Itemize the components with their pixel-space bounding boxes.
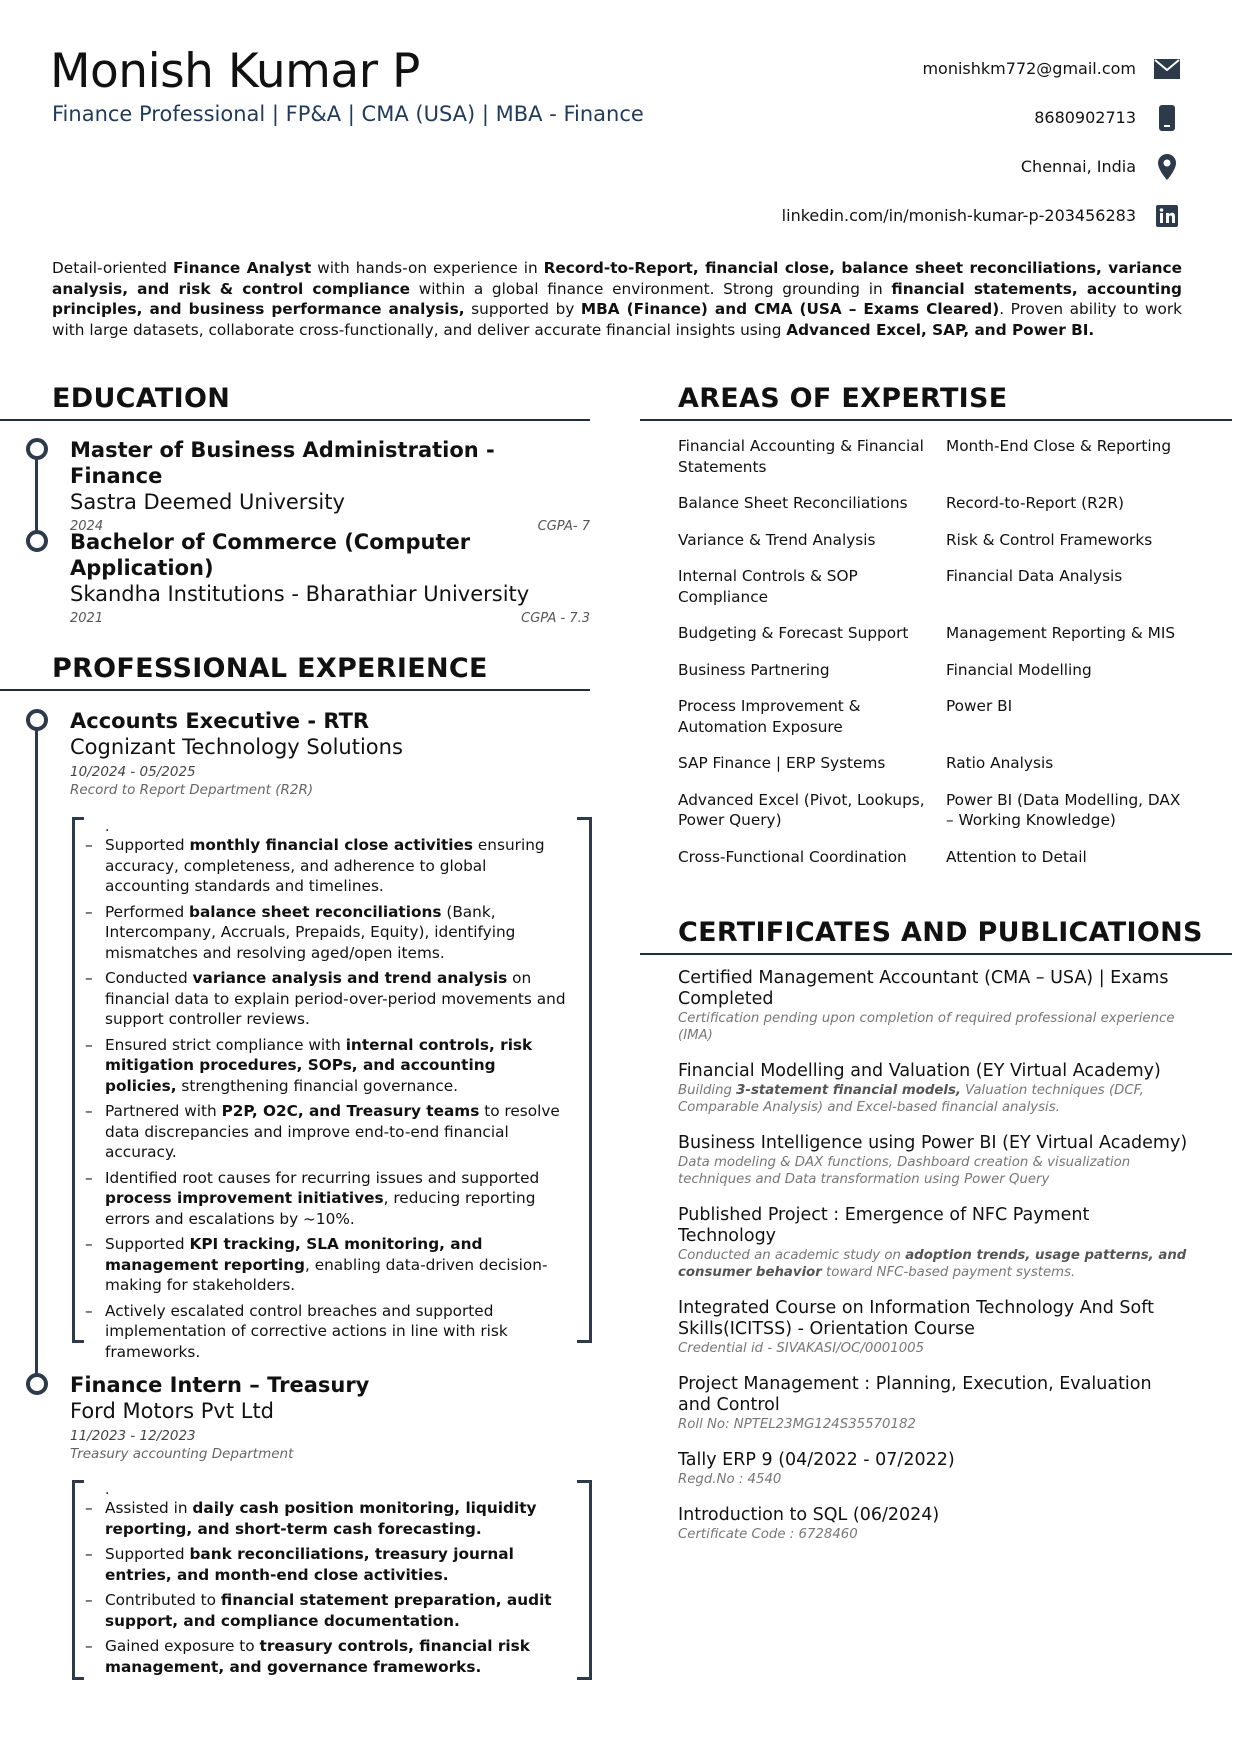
bullet-item bbox=[75, 1101, 589, 1163]
certificate-entry bbox=[678, 1061, 1188, 1116]
expertise-item: Month-End Close & Reporting bbox=[946, 437, 1172, 455]
bracket-cap bbox=[72, 1340, 84, 1343]
certificate-note bbox=[678, 1154, 1188, 1188]
company-name: Ford Motors Pvt Ltd bbox=[70, 1399, 275, 1423]
timeline-dot bbox=[26, 709, 48, 731]
bracket-cap bbox=[577, 1340, 589, 1343]
certificate-title: Introduction to SQL (06/2024) bbox=[678, 1505, 940, 1525]
plain-text: Supported bbox=[105, 1235, 190, 1253]
bullet-item bbox=[75, 1498, 589, 1539]
bullet-item bbox=[75, 1234, 589, 1296]
summary-highlight: MBA (Finance) and CMA (USA – Exams Cleared) bbox=[580, 300, 1000, 318]
summary-highlight: financial statements, accounting principles, and business performance analysis, bbox=[52, 279, 1182, 318]
certificates-list bbox=[678, 968, 1188, 1560]
plain-text: Contributed to bbox=[105, 1591, 221, 1609]
certificate-entry bbox=[678, 1374, 1188, 1433]
bullet-list bbox=[75, 1498, 589, 1677]
certificates-rule bbox=[640, 953, 1232, 955]
certificate-note bbox=[678, 1340, 1188, 1357]
bullet-dot: . bbox=[105, 819, 110, 835]
bullet-item bbox=[75, 1544, 589, 1585]
emphasis-text: KPI tracking, SLA monitoring, and management reporting bbox=[105, 1235, 483, 1274]
plain-text: on financial data to explain period-over-period movements and support controller reviews. bbox=[105, 969, 566, 1028]
contact-email[interactable] bbox=[620, 44, 1180, 93]
degree-title: Bachelor of Commerce (Computer Application) bbox=[70, 530, 471, 580]
summary-text: . Proven ability to work with large datasets, collaborate cross-functionally, and deliver accurate financial insights using bbox=[52, 300, 1183, 339]
certificate-title: Integrated Course on Information Technology And Soft Skills(ICITSS) - Orientation Course bbox=[678, 1298, 1154, 1339]
emphasis-text: variance analysis and trend analysis bbox=[192, 969, 508, 987]
education-entry bbox=[70, 529, 590, 626]
plain-text: Building bbox=[678, 1083, 737, 1098]
expertise-heading: AREAS OF EXPERTISE bbox=[678, 383, 1008, 414]
experience-rule bbox=[0, 689, 590, 691]
certificate-entry bbox=[678, 968, 1188, 1044]
emphasis-text: monthly financial close activities bbox=[189, 836, 474, 854]
bullet-item bbox=[75, 1590, 589, 1631]
plain-text: Supported bbox=[105, 1545, 190, 1563]
expertise-item: Ratio Analysis bbox=[946, 754, 1054, 772]
job-dates: 10/2024 - 05/2025 bbox=[70, 764, 196, 780]
bullet-list bbox=[75, 835, 589, 1362]
emphasis-text: treasury controls, financial risk management, and governance frameworks. bbox=[105, 1637, 530, 1676]
expertise-item: Balance Sheet Reconciliations bbox=[678, 494, 908, 512]
summary-text: supported by bbox=[464, 300, 581, 318]
bullet-item bbox=[75, 1035, 589, 1097]
bracket-cap bbox=[72, 1480, 84, 1483]
summary-highlight: Advanced Excel, SAP, and Power BI. bbox=[786, 320, 1095, 339]
emphasis-text: 3-statement financial models, bbox=[736, 1083, 961, 1098]
job-entry bbox=[70, 1372, 590, 1462]
summary-highlight: Finance Analyst bbox=[172, 259, 312, 277]
linkedin-icon bbox=[1154, 203, 1180, 229]
plain-text: Actively escalated control breaches and supported implementation of corrective actions in line with risk frameworks. bbox=[105, 1301, 508, 1361]
company-name: Cognizant Technology Solutions bbox=[70, 735, 403, 759]
timeline-dot bbox=[26, 530, 48, 552]
bracket-cap bbox=[577, 817, 589, 820]
emphasis-text: internal controls, risk mitigation procedures, SOPs, and accounting policies, bbox=[105, 1035, 533, 1095]
timeline-dot bbox=[26, 438, 48, 460]
expertise-item: Record-to-Report (R2R) bbox=[946, 494, 1125, 512]
emphasis-text: process improvement initiatives bbox=[105, 1189, 384, 1207]
expertise-item: Management Reporting & MIS bbox=[946, 624, 1176, 642]
bracket-cap bbox=[72, 1677, 84, 1680]
institution-name: Sastra Deemed University bbox=[70, 490, 345, 514]
expertise-item: Cross-Functional Coordination bbox=[678, 847, 907, 866]
certificate-title: Financial Modelling and Valuation (EY Virtual Academy) bbox=[678, 1061, 1161, 1081]
plain-text: Supported bbox=[105, 836, 190, 854]
expertise-item: Process Improvement & Automation Exposure bbox=[678, 697, 861, 736]
education-rule bbox=[0, 419, 590, 421]
expertise-item: Financial Accounting & Financial Statements bbox=[678, 437, 924, 476]
certificates-heading: CERTIFICATES AND PUBLICATIONS bbox=[678, 917, 1203, 948]
bullet-item bbox=[75, 968, 589, 1030]
certificate-note bbox=[678, 1247, 1188, 1281]
plain-text: Conducted an academic study on bbox=[678, 1248, 906, 1263]
contact-linkedin[interactable] bbox=[620, 191, 1180, 240]
expertise-item: Risk & Control Frameworks bbox=[946, 530, 1153, 549]
plain-text: Conducted bbox=[105, 969, 193, 987]
expertise-item: Budgeting & Forecast Support bbox=[678, 624, 909, 642]
certificate-note bbox=[678, 1526, 1188, 1543]
certificate-entry bbox=[678, 1298, 1188, 1357]
plain-text: Regd.No : 4540 bbox=[678, 1472, 782, 1487]
graduation-year: 2021 bbox=[70, 611, 104, 626]
job-bullets bbox=[72, 1480, 592, 1680]
plain-text: Data modeling & DAX functions, Dashboard creation & visualization techniques and Data transformation using Power Query bbox=[678, 1155, 1131, 1187]
experience-timeline-line bbox=[35, 725, 38, 1385]
grade: CGPA - 7.3 bbox=[521, 611, 590, 626]
linkedin-text: linkedin.com/in/monish-kumar-p-203456283 bbox=[781, 206, 1136, 225]
plain-text: ensuring accuracy, completeness, and adherence to global accounting standards and timelines. bbox=[105, 836, 545, 895]
bullet-item bbox=[75, 1636, 589, 1677]
plain-text: Roll No: NPTEL23MG124S35570182 bbox=[678, 1417, 916, 1432]
emphasis-text: adoption trends, usage patterns, and consumer behavior bbox=[678, 1248, 1187, 1280]
certificate-entry bbox=[678, 1450, 1188, 1488]
bullet-dot: . bbox=[105, 1482, 110, 1498]
expertise-item: Attention to Detail bbox=[946, 847, 1087, 866]
emphasis-text: financial statement preparation, audit support, and compliance documentation. bbox=[105, 1591, 552, 1630]
contact-list bbox=[620, 44, 1180, 240]
certificate-entry bbox=[678, 1205, 1188, 1281]
certificate-note bbox=[678, 1082, 1188, 1116]
plain-text: toward NFC-based payment systems. bbox=[821, 1265, 1076, 1280]
expertise-item: Variance & Trend Analysis bbox=[678, 530, 876, 549]
expertise-item: Power BI bbox=[946, 697, 1013, 715]
expertise-item: SAP Finance | ERP Systems bbox=[678, 754, 886, 772]
emphasis-text: daily cash position monitoring, liquidity reporting, and short-term cash forecasting. bbox=[105, 1499, 537, 1538]
plain-text: Partnered with bbox=[105, 1102, 222, 1120]
expertise-grid bbox=[678, 436, 1198, 867]
job-title: Finance Intern – Treasury bbox=[70, 1373, 370, 1397]
emphasis-text: bank reconciliations, treasury journal entries, and month-end close activities. bbox=[105, 1545, 514, 1584]
phone-text: 8680902713 bbox=[1034, 108, 1136, 127]
summary-highlight: Record-to-Report, financial close, balance sheet reconciliations, variance analysis, and risk & control compliance bbox=[52, 259, 1183, 298]
expertise-item: Power BI (Data Modelling, DAX – Working Knowledge) bbox=[946, 790, 1181, 829]
bracket-cap bbox=[72, 817, 84, 820]
expertise-rule bbox=[640, 419, 1232, 421]
institution-name: Skandha Institutions - Bharathiar University bbox=[70, 582, 530, 606]
plain-text: Performed bbox=[105, 902, 190, 921]
education-meta bbox=[70, 611, 590, 626]
expertise-item: Financial Modelling bbox=[946, 660, 1092, 679]
bullet-item bbox=[75, 902, 589, 964]
candidate-tagline: Finance Professional | FP&A | CMA (USA) | MBA - Finance bbox=[52, 102, 644, 126]
bullet-item bbox=[75, 1168, 589, 1230]
expertise-item: Business Partnering bbox=[678, 660, 830, 679]
location-text: Chennai, India bbox=[1020, 157, 1136, 176]
job-dates: 11/2023 - 12/2023 bbox=[70, 1428, 196, 1444]
plain-text: Certificate Code : 6728460 bbox=[678, 1527, 858, 1542]
certificate-title: Tally ERP 9 (04/2022 - 07/2022) bbox=[678, 1450, 955, 1470]
plain-text: Identified root causes for recurring issues and supported bbox=[105, 1168, 540, 1187]
candidate-name: Monish Kumar P bbox=[50, 44, 420, 99]
contact-location bbox=[620, 142, 1180, 191]
location-icon bbox=[1154, 154, 1180, 180]
summary-text: within a global finance environment. Strong grounding in bbox=[410, 279, 892, 298]
certificate-note bbox=[678, 1416, 1188, 1433]
plain-text: Ensured strict compliance with bbox=[105, 1035, 346, 1054]
expertise-item: Internal Controls & SOP Compliance bbox=[678, 567, 858, 606]
graduation-year: 2024 bbox=[70, 519, 104, 534]
certificate-note bbox=[678, 1010, 1188, 1044]
bracket-cap bbox=[577, 1677, 589, 1680]
plain-text: strengthening financial governance. bbox=[176, 1076, 459, 1095]
certificate-title: Business Intelligence using Power BI (EY Virtual Academy) bbox=[678, 1133, 1188, 1153]
job-department: Treasury accounting Department bbox=[70, 1446, 294, 1462]
plain-text: , enabling data-driven decision-making for stakeholders. bbox=[105, 1255, 548, 1294]
bullet-item bbox=[75, 1301, 589, 1363]
certificate-title: Certified Management Accountant (CMA – USA) | Exams Completed bbox=[678, 968, 1169, 1009]
summary-text: with hands-on experience in bbox=[311, 259, 544, 277]
timeline-dot bbox=[26, 1373, 48, 1395]
experience-heading: PROFESSIONAL EXPERIENCE bbox=[52, 653, 488, 684]
job-title: Accounts Executive - RTR bbox=[70, 709, 370, 733]
certificate-entry bbox=[678, 1133, 1188, 1188]
expertise-item: Advanced Excel (Pivot, Lookups, Power Query) bbox=[678, 790, 925, 829]
plain-text: Assisted in bbox=[105, 1499, 193, 1517]
plain-text: Credential id - SIVAKASI/OC/0001005 bbox=[678, 1341, 925, 1356]
plain-text: (Bank, Intercompany, Accruals, Prepaids, Equity), identifying mismatches and resolving aged/open items. bbox=[105, 902, 516, 962]
summary-text: Detail-oriented bbox=[52, 259, 173, 277]
plain-text: Certification pending upon completion of required professional experience (IMA) bbox=[678, 1011, 1175, 1043]
education-timeline-line bbox=[35, 458, 38, 540]
emphasis-text: P2P, O2C, and Treasury teams bbox=[221, 1102, 480, 1120]
email-icon bbox=[1154, 56, 1180, 82]
emphasis-text: balance sheet reconciliations bbox=[189, 902, 442, 921]
job-entry bbox=[70, 708, 590, 798]
plain-text: Gained exposure to bbox=[105, 1637, 260, 1655]
bracket-cap bbox=[577, 1480, 589, 1483]
bullet-item bbox=[75, 835, 589, 897]
certificate-title: Published Project : Emergence of NFC Payment Technology bbox=[678, 1205, 1090, 1246]
contact-phone[interactable] bbox=[620, 93, 1180, 142]
job-department: Record to Report Department (R2R) bbox=[70, 782, 314, 798]
job-bullets bbox=[72, 817, 592, 1361]
certificate-note bbox=[678, 1471, 1188, 1488]
plain-text: Valuation techniques (DCF, Comparable Analysis) and Excel-based financial analysis. bbox=[678, 1083, 1144, 1115]
certificate-entry bbox=[678, 1505, 1188, 1543]
education-heading: EDUCATION bbox=[52, 383, 231, 414]
email-text: monishkm772@gmail.com bbox=[922, 59, 1136, 78]
expertise-item: Financial Data Analysis bbox=[946, 567, 1123, 585]
grade: CGPA- 7 bbox=[537, 519, 590, 534]
professional-summary bbox=[52, 258, 1182, 340]
phone-icon bbox=[1154, 105, 1180, 131]
plain-text: , reducing reporting errors and escalations by ~10%. bbox=[105, 1189, 536, 1228]
plain-text: to resolve data discrepancies and improve end-to-end financial accuracy. bbox=[105, 1102, 560, 1161]
degree-title: Master of Business Administration - Finance bbox=[70, 438, 495, 488]
education-entry bbox=[70, 437, 590, 534]
certificate-title: Project Management : Planning, Execution, Evaluation and Control bbox=[678, 1374, 1152, 1415]
